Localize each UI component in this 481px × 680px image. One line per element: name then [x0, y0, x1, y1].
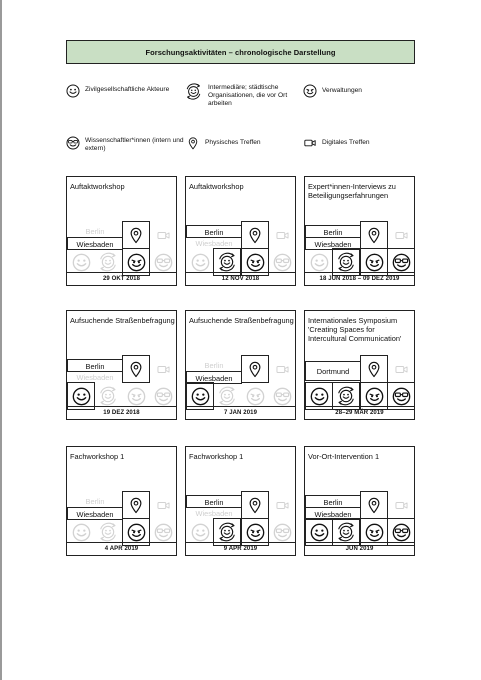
legend-admin-label: Verwaltungen [322, 87, 362, 94]
physical-meeting-cell [122, 491, 150, 519]
cycle-icon [97, 385, 119, 407]
city-label: Berlin [85, 227, 105, 236]
scientist-icon [392, 387, 411, 406]
physical-meeting-cell [241, 491, 269, 519]
scientist-icon [273, 253, 292, 272]
cycle-icon [184, 82, 203, 101]
location-pin-icon [365, 226, 383, 244]
activity-title: Expert*innen-Interviews zu Beteiligungserfahrungen [308, 182, 396, 201]
video-camera-icon [156, 362, 171, 377]
digital-meeting-cell [149, 221, 177, 249]
activity-card [185, 446, 296, 556]
legend-civil-label: Zivilgesellschaftliche Akteure [85, 86, 170, 93]
legend-admin [303, 84, 362, 98]
scientist-icon [66, 136, 80, 150]
digital-meeting-cell [149, 491, 177, 519]
smile-icon [72, 387, 91, 406]
location-pin-icon [246, 360, 264, 378]
city-label: Berlin [305, 225, 361, 238]
activity-card [66, 310, 177, 420]
location-pin-icon [365, 360, 383, 378]
location-pin-icon [127, 496, 145, 514]
legend-intermediary-label: Intermediäre; städtische Organisationen, die vor Ort arbeiten [208, 84, 288, 108]
cycle-icon [335, 385, 357, 407]
cycle-icon [335, 251, 357, 273]
page-title [66, 40, 415, 64]
activity-date: 29 OKT 2018 [67, 272, 176, 285]
digital-meeting-cell [387, 491, 415, 519]
activity-date: JUN 2019 [305, 542, 414, 555]
digital-meeting-cell [268, 355, 296, 383]
smile-icon [72, 523, 91, 542]
location-pin-icon [246, 226, 264, 244]
city-label: Wiesbaden [186, 371, 242, 384]
admin-icon [365, 523, 384, 542]
legend-physical-label: Physisches Treffen [205, 139, 261, 146]
cycle-icon [97, 521, 119, 543]
activity-card [304, 446, 415, 556]
cycle-icon [97, 251, 119, 273]
physical-meeting-cell [241, 221, 269, 249]
smile-icon [310, 387, 329, 406]
scientist-icon [273, 523, 292, 542]
smile-icon [66, 84, 80, 98]
activity-title: Fachworkshop 1 [70, 452, 125, 461]
video-camera-icon [156, 228, 171, 243]
scientist-icon [273, 387, 292, 406]
admin-icon [365, 253, 384, 272]
legend-physical [186, 136, 261, 150]
video-camera-icon [275, 498, 290, 513]
activity-date: 28–29 MÄR 2019 [305, 406, 414, 419]
physical-meeting-cell [360, 221, 388, 249]
video-camera-icon [275, 362, 290, 377]
legend-scientists-label: Wissenschaftler*innen (intern und extern) [85, 137, 184, 153]
scientist-icon [392, 523, 411, 542]
activity-card [185, 310, 296, 420]
city-label: Wiesbaden [67, 237, 123, 250]
legend-intermediary [184, 82, 308, 109]
admin-icon [246, 253, 265, 272]
activity-title: Auftaktworkshop [70, 182, 125, 191]
activity-card [304, 176, 415, 286]
activity-card [66, 446, 177, 556]
legend-digital [303, 136, 370, 150]
digital-meeting-cell [387, 221, 415, 249]
activity-title: Vor-Ort-Intervention 1 [308, 452, 380, 461]
admin-icon [303, 84, 317, 98]
location-pin-icon [246, 496, 264, 514]
cycle-icon [216, 521, 238, 543]
video-camera-icon [156, 498, 171, 513]
activity-card [66, 176, 177, 286]
city-label: Berlin [186, 225, 242, 238]
city-label: Berlin [67, 359, 123, 372]
activity-title: Aufsuchende Straßenbefragung [189, 316, 294, 325]
cycle-icon [335, 521, 357, 543]
smile-icon [191, 253, 210, 272]
video-camera-icon [394, 498, 409, 513]
physical-meeting-cell [122, 221, 150, 249]
physical-meeting-cell [241, 355, 269, 383]
city-label: Berlin [305, 495, 361, 508]
admin-icon [127, 253, 146, 272]
scientist-icon [154, 387, 173, 406]
location-pin-icon [186, 136, 200, 150]
city-label: Wiesbaden [305, 237, 361, 250]
admin-icon [127, 387, 146, 406]
digital-meeting-cell [149, 355, 177, 383]
video-camera-icon [394, 228, 409, 243]
city-label: Berlin [85, 497, 105, 506]
activity-date: 9 APR 2019 [186, 542, 295, 555]
activity-date: 7 JAN 2019 [186, 406, 295, 419]
video-camera-icon [303, 136, 317, 150]
physical-meeting-cell [360, 355, 388, 383]
physical-meeting-cell [122, 355, 150, 383]
city-label: Wiesbaden [305, 507, 361, 520]
legend-digital-label: Digitales Treffen [322, 139, 370, 146]
digital-meeting-cell [387, 355, 415, 383]
admin-icon [127, 523, 146, 542]
legend-civil [66, 84, 170, 98]
page-edge [0, 0, 2, 680]
activity-title: Internationales Symposium 'Creating Spaces for Intercultural Communication' [308, 316, 402, 344]
city-label: Wiesbaden [195, 509, 233, 518]
admin-icon [246, 387, 265, 406]
activity-card [185, 176, 296, 286]
activity-title: Auftaktworkshop [189, 182, 244, 191]
scientist-icon [392, 253, 411, 272]
location-pin-icon [127, 226, 145, 244]
smile-icon [191, 523, 210, 542]
video-camera-icon [275, 228, 290, 243]
physical-meeting-cell [360, 491, 388, 519]
smile-icon [72, 253, 91, 272]
city-label: Berlin [186, 495, 242, 508]
admin-icon [365, 387, 384, 406]
smile-icon [310, 253, 329, 272]
scientist-icon [154, 523, 173, 542]
activity-title: Aufsuchende Straßenbefragung [70, 316, 175, 325]
cycle-icon [216, 251, 238, 273]
digital-meeting-cell [268, 491, 296, 519]
video-camera-icon [394, 362, 409, 377]
activity-date: 4 APR 2019 [67, 542, 176, 555]
digital-meeting-cell [268, 221, 296, 249]
smile-icon [310, 523, 329, 542]
activity-card [304, 310, 415, 420]
city-label: Wiesbaden [67, 507, 123, 520]
admin-icon [246, 523, 265, 542]
city-label: Wiesbaden [76, 373, 114, 382]
scientist-icon [154, 253, 173, 272]
smile-icon [191, 387, 210, 406]
page-title-text: Forschungsaktivitäten – chronologische Darstellung [145, 47, 336, 57]
activity-title: Fachworkshop 1 [189, 452, 244, 461]
city-label: Berlin [204, 361, 224, 370]
cycle-icon [216, 385, 238, 407]
city-label: Wiesbaden [195, 239, 233, 248]
location-pin-icon [127, 360, 145, 378]
city-label: Dortmund [305, 361, 361, 381]
activity-date: 12 NOV 2018 [186, 272, 295, 285]
location-pin-icon [365, 496, 383, 514]
activity-date: 18 JUN 2018 – 09 DEZ 2019 [305, 272, 414, 285]
activity-date: 19 DEZ 2018 [67, 406, 176, 419]
legend-scientists [66, 136, 185, 153]
